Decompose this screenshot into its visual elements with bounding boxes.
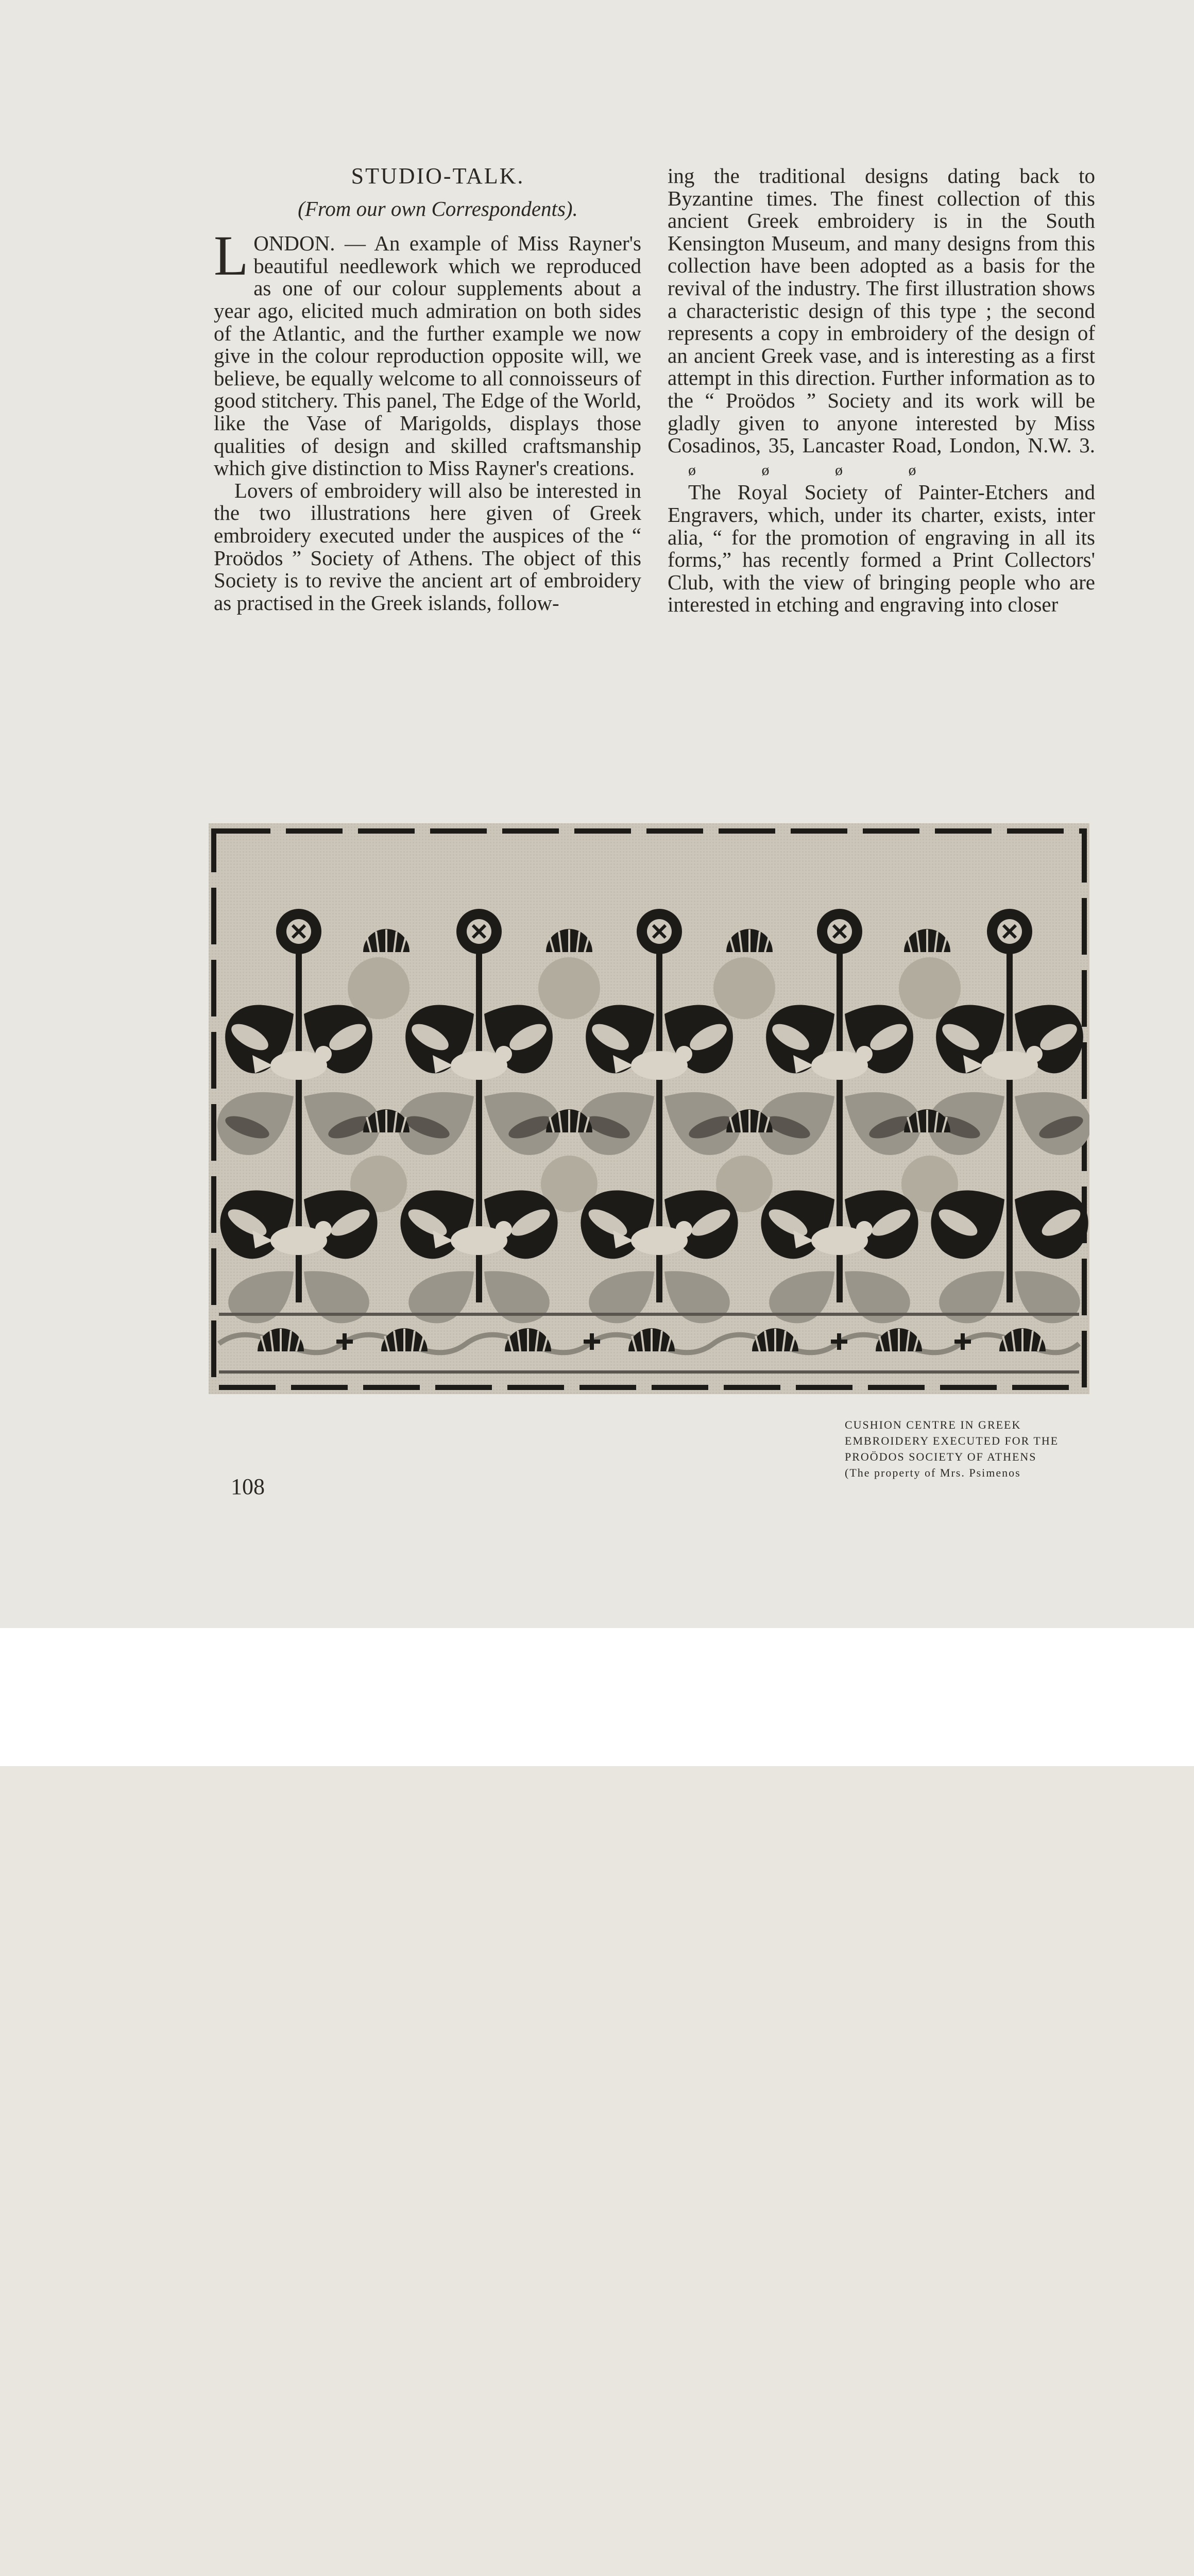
left-column <box>214 165 641 614</box>
section-title: STUDIO-TALK. <box>351 163 525 189</box>
right-column <box>668 165 1095 616</box>
paragraph-embroidery: Lovers of embroidery will also be interested in the two illustrations here given of Greek embroidery executed under the auspices of the “ Proödos ” Society of Athens. The object of this Society is to revive the ancient art of embroidery as practised in the Greek islands, follow- <box>214 478 641 615</box>
caption-line: (The property of Mrs. Psimenos <box>845 1466 1021 1479</box>
caption-line: EMBROIDERY EXECUTED FOR THE <box>845 1434 1059 1447</box>
digitization-footer <box>0 1628 1194 1766</box>
caption-line: CUSHION CENTRE IN GREEK <box>845 1418 1021 1431</box>
paragraph-text: ONDON. — An example of Miss Rayner's beautiful needlework which we reproduced as one of our colour supplements about a year ago, elicited much admiration on both sides of the Atlantic, and the further example we now give in the colour reproduction opposite will, we believe, be equally welcome to all connoisseurs of good stitchery. This panel, The Edge of the World, like the Vase of Marigolds, displays those qualities of design and skilled craftsmanship which give distinction to Miss Rayner's creations. <box>214 231 641 480</box>
page-number: 108 <box>231 1474 265 1499</box>
figure-caption <box>845 1417 1095 1481</box>
paragraph-text: ing the traditional designs dating back to Byzantine times. The finest collection of this ancient Greek embroidery is in the South Kensington Museum, and many designs from this collection have been adopted as a basis for the revival of the industry. The first illustration shows a characteristic design of this type ; the second represents a copy in embroidery of the design of an ancient Greek vase, and is interesting as a first attempt in this direction. Further information as to the “ Proödos ” Society and its work will be gladly given to anyone interested by Miss Cosadinos, 35, Lancaster Road, London, N.W. 3. <box>668 164 1095 457</box>
ornament-marks: ø ø ø ø <box>688 461 947 479</box>
paragraph-royal-society: The Royal Society of Painter-Etchers and Engravers, which, under its charter, exists, inter alia, “ for the promotion of engraving in all its forms,” has recently formed a Print Collectors' Club, with the view of bringing people who are interested in etching and engraving into closer <box>668 480 1095 617</box>
section-subtitle: (From our own Correspondents). <box>298 196 578 221</box>
embroidery-pattern-image <box>209 823 1089 1394</box>
embroidery-photograph <box>209 823 1089 1394</box>
paragraph-continued <box>668 165 1095 481</box>
paragraph-london <box>214 224 641 480</box>
caption-line: PROÖDOS SOCIETY OF ATHENS <box>845 1450 1037 1463</box>
drop-cap: L <box>214 224 249 287</box>
